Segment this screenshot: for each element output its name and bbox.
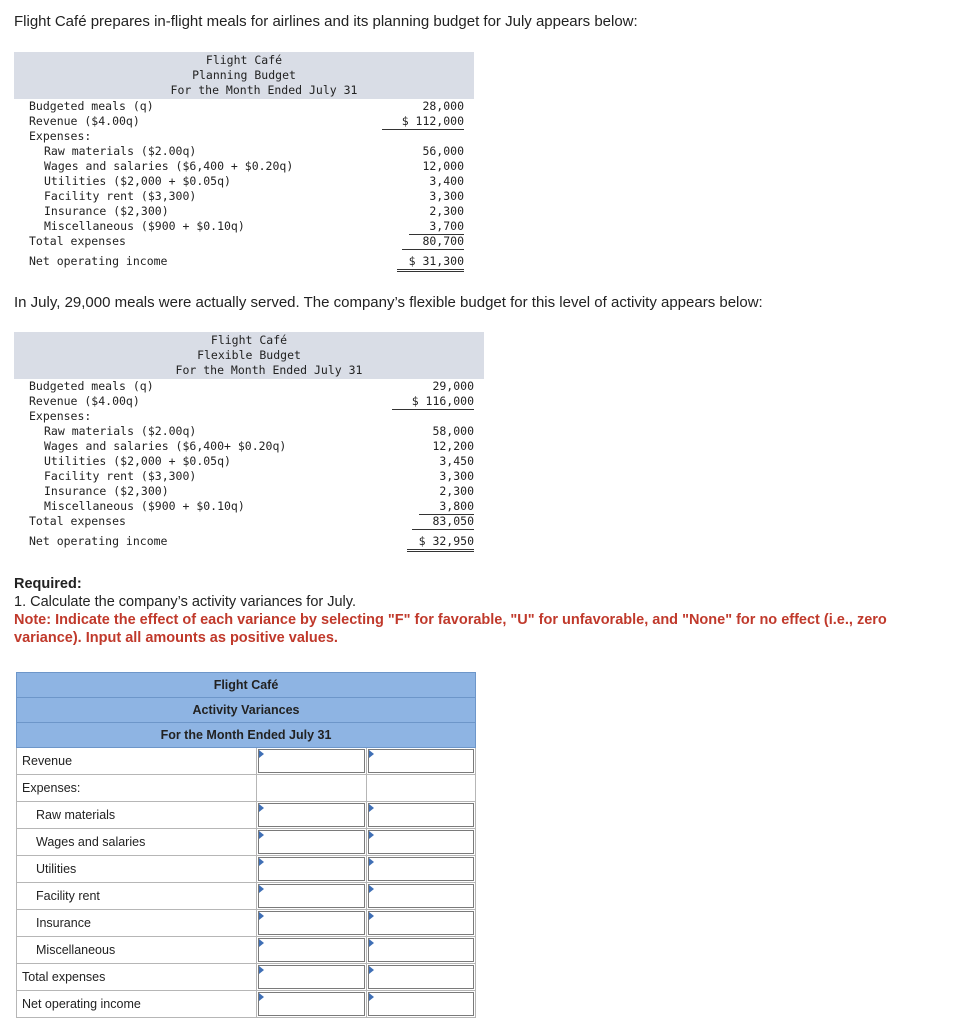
insurance-effect-select[interactable] bbox=[366, 910, 475, 937]
row-label-utilities: Utilities bbox=[17, 856, 257, 883]
planning-budget-company: Flight Café bbox=[205, 53, 283, 67]
table-row-expenses bbox=[17, 775, 476, 802]
planning-row-net-operating-income: Net operating income $ 31,300 bbox=[14, 254, 474, 269]
flexible-budget-statement bbox=[14, 332, 484, 549]
flexible-row-expenses-label: Expenses: bbox=[29, 409, 92, 423]
planning-row-total-expenses: Total expenses 80,700 bbox=[29, 234, 464, 248]
planning-budget-title: Planning Budget bbox=[192, 68, 296, 82]
flexible-budget-header bbox=[14, 332, 484, 379]
row-label-miscellaneous: Miscellaneous bbox=[17, 937, 257, 964]
required-item-1: 1. Calculate the company’s activity variances for July. bbox=[14, 594, 356, 610]
insurance-amount-input[interactable] bbox=[257, 910, 366, 937]
table-header-title: Activity Variances bbox=[17, 698, 476, 723]
row-label-wages: Wages and salaries bbox=[17, 829, 257, 856]
table-row-miscellaneous bbox=[17, 937, 476, 964]
net-operating-income-effect-select[interactable] bbox=[366, 991, 475, 1018]
table-row-raw-materials bbox=[17, 802, 476, 829]
raw-materials-amount-input[interactable] bbox=[257, 802, 366, 829]
flexible-row-net-operating-income: Net operating income $ 32,950 bbox=[14, 534, 484, 549]
utilities-amount-input[interactable] bbox=[257, 856, 366, 883]
flexible-budget-period: For the Month Ended July 31 bbox=[175, 363, 363, 377]
intro-text-planning: Flight Café prepares in-flight meals for airlines and its planning budget for July appears below: bbox=[14, 13, 638, 30]
table-header-row bbox=[17, 698, 476, 723]
net-operating-income-amount-input[interactable] bbox=[257, 991, 366, 1018]
planning-row-raw-materials: Raw materials ($2.00q) 56,000 bbox=[44, 144, 464, 158]
utilities-effect-select[interactable] bbox=[366, 856, 475, 883]
total-expenses-amount-input[interactable] bbox=[257, 964, 366, 991]
planning-budget-period: For the Month Ended July 31 bbox=[170, 83, 358, 97]
flexible-row-raw-materials: Raw materials ($2.00q) 58,000 bbox=[44, 424, 474, 438]
table-row-utilities bbox=[17, 856, 476, 883]
required-section bbox=[14, 575, 944, 647]
planning-budget-statement bbox=[14, 52, 474, 269]
miscellaneous-effect-select[interactable] bbox=[366, 937, 475, 964]
flexible-row-total-expenses: Total expenses 83,050 bbox=[29, 514, 474, 528]
expenses-empty-cell bbox=[257, 775, 366, 802]
planning-row-utilities: Utilities ($2,000 + $0.05q) 3,400 bbox=[44, 174, 464, 188]
planning-row-facility-rent: Facility rent ($3,300) 3,300 bbox=[44, 189, 464, 203]
flexible-row-insurance: Insurance ($2,300) 2,300 bbox=[44, 484, 474, 498]
planning-row-wages: Wages and salaries ($6,400 + $0.20q) 12,000 bbox=[44, 159, 464, 173]
planning-row-meals: Budgeted meals (q) 28,000 bbox=[29, 99, 464, 113]
table-row-revenue bbox=[17, 748, 476, 775]
planning-row-expenses-label: Expenses: bbox=[29, 129, 92, 143]
table-header-row bbox=[17, 723, 476, 748]
table-header-period: For the Month Ended July 31 bbox=[17, 723, 476, 748]
table-row-total-expenses bbox=[17, 964, 476, 991]
required-note: Note: Indicate the effect of each variance by selecting "F" for favorable, "U" for unfavorable, and "None" for no effect (i.e., zero variance). Input all amounts as positive values. bbox=[14, 612, 887, 646]
planning-row-miscellaneous: Miscellaneous ($900 + $0.10q) 3,700 bbox=[44, 219, 464, 233]
row-label-expenses: Expenses: bbox=[17, 775, 257, 802]
table-header-row bbox=[17, 673, 476, 698]
total-expenses-effect-select[interactable] bbox=[366, 964, 475, 991]
flexible-budget-company: Flight Café bbox=[210, 333, 288, 347]
required-title: Required: bbox=[14, 576, 82, 592]
flexible-row-wages: Wages and salaries ($6,400+ $0.20q) 12,200 bbox=[44, 439, 474, 453]
raw-materials-effect-select[interactable] bbox=[366, 802, 475, 829]
flexible-row-facility-rent: Facility rent ($3,300) 3,300 bbox=[44, 469, 474, 483]
table-header-company: Flight Café bbox=[17, 673, 476, 698]
flexible-row-miscellaneous: Miscellaneous ($900 + $0.10q) 3,800 bbox=[44, 499, 474, 513]
revenue-effect-select[interactable] bbox=[366, 748, 475, 775]
revenue-amount-input[interactable] bbox=[257, 748, 366, 775]
row-label-insurance: Insurance bbox=[17, 910, 257, 937]
planning-budget-header bbox=[14, 52, 474, 99]
facility-rent-effect-select[interactable] bbox=[366, 883, 475, 910]
table-row-insurance bbox=[17, 910, 476, 937]
miscellaneous-amount-input[interactable] bbox=[257, 937, 366, 964]
planning-row-revenue: Revenue ($4.00q) $ 112,000 bbox=[29, 114, 464, 128]
table-row-facility-rent bbox=[17, 883, 476, 910]
table-row-net-operating-income bbox=[17, 991, 476, 1018]
flexible-row-revenue: Revenue ($4.00q) $ 116,000 bbox=[29, 394, 474, 408]
flexible-row-utilities: Utilities ($2,000 + $0.05q) 3,450 bbox=[44, 454, 474, 468]
flexible-row-meals: Budgeted meals (q) 29,000 bbox=[29, 379, 474, 393]
facility-rent-amount-input[interactable] bbox=[257, 883, 366, 910]
row-label-net-operating-income: Net operating income bbox=[17, 991, 257, 1018]
planning-row-insurance: Insurance ($2,300) 2,300 bbox=[44, 204, 464, 218]
activity-variances-table bbox=[16, 672, 476, 1018]
wages-effect-select[interactable] bbox=[366, 829, 475, 856]
flexible-budget-title: Flexible Budget bbox=[197, 348, 301, 362]
row-label-facility-rent: Facility rent bbox=[17, 883, 257, 910]
row-label-total-expenses: Total expenses bbox=[17, 964, 257, 991]
row-label-raw-materials: Raw materials bbox=[17, 802, 257, 829]
expenses-empty-cell bbox=[366, 775, 475, 802]
row-label-revenue: Revenue bbox=[17, 748, 257, 775]
wages-amount-input[interactable] bbox=[257, 829, 366, 856]
table-row-wages bbox=[17, 829, 476, 856]
intro-text-flexible: In July, 29,000 meals were actually served. The company’s flexible budget for this level of activity appears below: bbox=[14, 294, 763, 311]
